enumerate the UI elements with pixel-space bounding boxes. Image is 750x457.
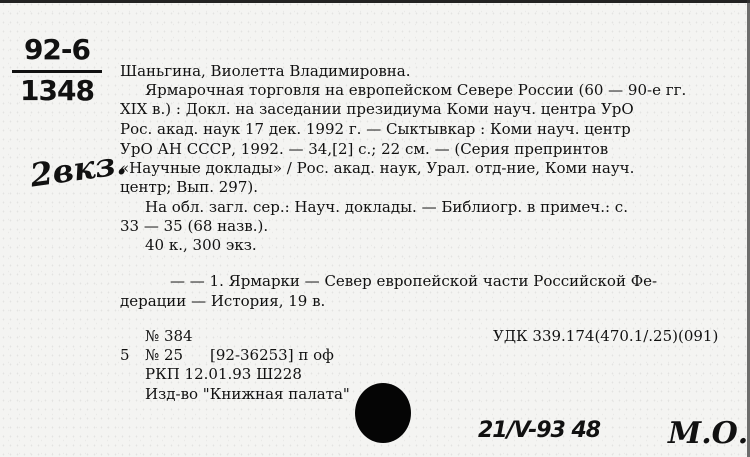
- subject-line: дерации — История, 19 в.: [120, 292, 326, 310]
- subject-line: — — 1. Ярмарки — Север европейской части Российской Фе-: [170, 272, 658, 290]
- record-number: № 384: [145, 327, 193, 345]
- author-heading: Шаньгина, Виолетта Владимировна.: [120, 62, 411, 80]
- rkp-line: РКП 12.01.93 Ш228: [145, 365, 302, 383]
- call-number-bottom: 1348: [20, 74, 94, 107]
- note-line: 40 к., 300 экз.: [145, 236, 257, 254]
- note-line: На обл. загл. сер.: Науч. доклады. — Библиогр. в примеч.: с.: [145, 198, 628, 216]
- publisher-line: Изд-во "Книжная палата": [145, 385, 350, 403]
- description-line: «Научные доклады» / Рос. акад. наук, Урал. отд-ние, Коми науч.: [120, 159, 635, 177]
- card-top-edge: [0, 0, 750, 3]
- description-line: XIX в.) : Докл. на заседании президиума Коми науч. центра УрО: [120, 100, 634, 118]
- description-line: центр; Вып. 297).: [120, 178, 258, 196]
- call-number-top: 92-6: [23, 33, 91, 66]
- order-number: [92-36253] п оф: [210, 346, 334, 364]
- handwritten-date: 21/V-93 48: [478, 418, 601, 443]
- description-line: УрО АН СССР, 1992. — 34,[2] с.; 22 см. — (Серия препринтов: [120, 140, 609, 158]
- note-line: 33 — 35 (68 назв.).: [120, 217, 269, 235]
- call-number: [12, 33, 102, 107]
- sheet-number: № 25: [145, 346, 184, 364]
- description-line: Ярмарочная торговля на европейском Севере России (60 — 90-е гг.: [145, 81, 687, 99]
- handwritten-signature: М.О.: [668, 416, 749, 451]
- udk-code: УДК 339.174(470.1/.25)(091): [493, 327, 719, 345]
- description-line: Рос. акад. наук 17 дек. 1992 г. — Сыктывкар : Коми науч. центр: [120, 120, 631, 138]
- call-number-divider: [12, 70, 102, 73]
- handwritten-note: 2вкз.: [27, 143, 129, 195]
- ink-blot: [355, 383, 411, 443]
- copies-count: 5: [120, 346, 130, 364]
